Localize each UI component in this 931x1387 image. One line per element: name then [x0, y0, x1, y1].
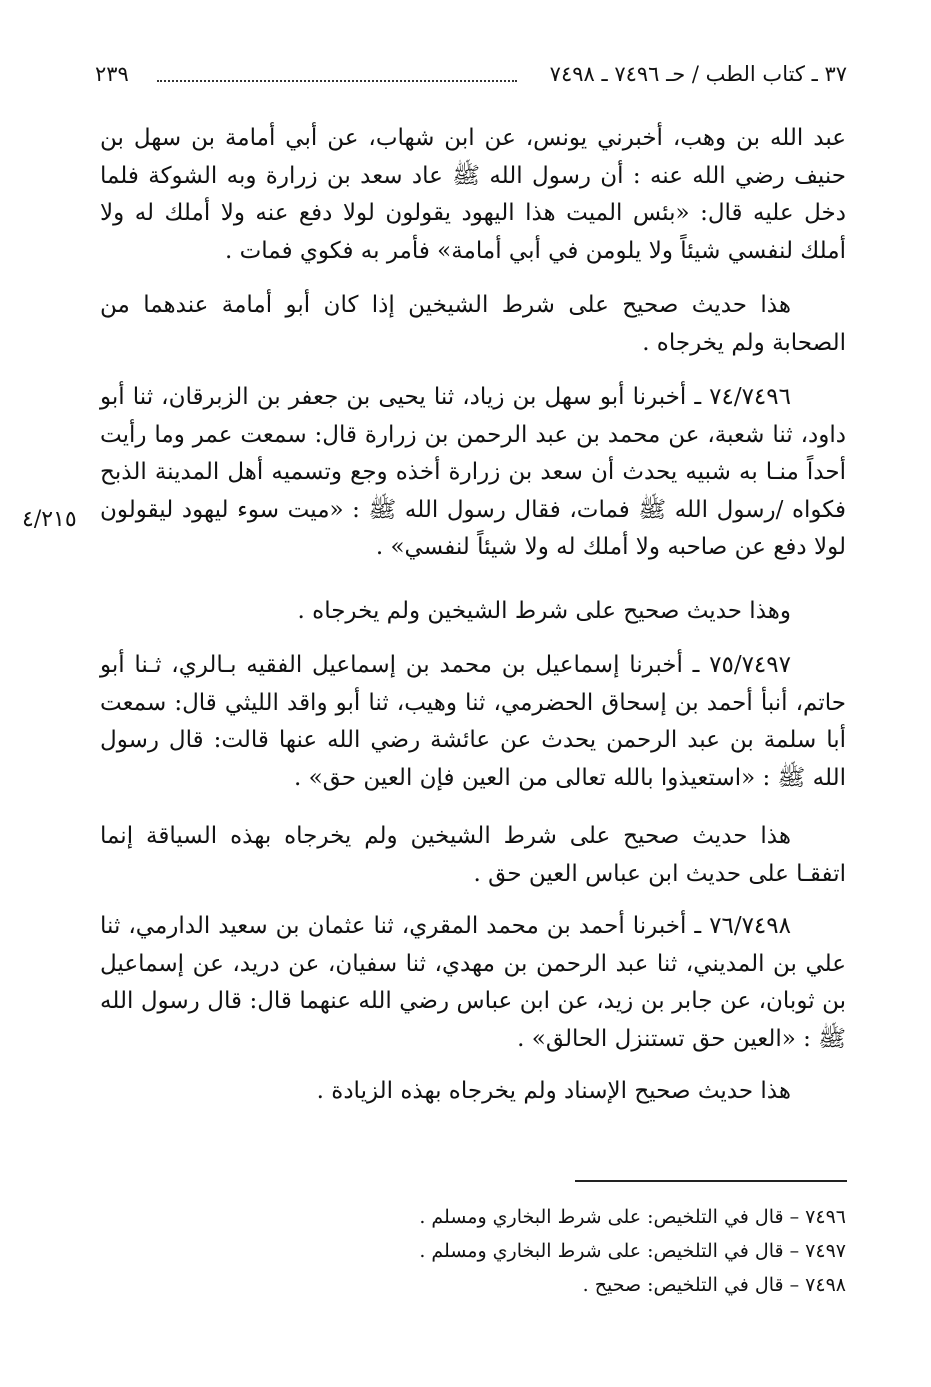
grading-paragraph [100, 1073, 846, 1111]
footnote-divider [575, 1180, 847, 1182]
footnote-item: ٧٤٩٨ – قال في التلخيص: صحيح . [582, 1274, 846, 1296]
page-number: ٢٣٩ [95, 62, 129, 86]
hadith-7497-paragraph [100, 647, 846, 797]
grading-text: هذا حديث صحيح الإسناد ولم يخرجاه بهذه الزيادة . [316, 1078, 791, 1104]
hadith-7498-paragraph [100, 908, 846, 1058]
margin-page-reference: ٤/٢١٥ [22, 507, 77, 532]
grading-text: هذا حديث صحيح على شرط الشيخين إذا كان أبو أمامة عندهما من الصحابة ولم يخرجاه . [100, 292, 846, 356]
chapter-title: ٣٧ ـ كتاب الطب / حـ ٧٤٩٦ ـ ٧٤٩٨ [549, 62, 847, 86]
header-dotted-leader [157, 80, 517, 82]
footnote-item: ٧٤٩٦ – قال في التلخيص: على شرط البخاري ومسلم . [419, 1206, 846, 1228]
grading-text: هذا حديث صحيح على شرط الشيخين ولم يخرجاه بهذه السياقة إنما اتفقـا على حديث ابن عباس العين حق . [100, 823, 846, 887]
hadith-7496-text: ٧٤/٧٤٩٦ ـ أخبرنا أبو سهل بن زياد، ثنا يحيى بن جعفر بن الزبرقان، ثنا أبو داود، ثنا شعبة، عن محمد بن عبد الرحمن بن زرارة قال: سمعت عمر وما رأيت أحداً منـا به شبيه يحدث أن سعد بن زرارة أخذه وجع وتسميه أهل المدينة الذبح فكواه /رسول الله ﷺ فمات، فقال رسول الله ﷺ : «ميت سوء ليهود ليقولون لولا دفع عن صاحبه ولا أملك له ولا شيئاً لنفسي» . [100, 384, 846, 560]
hadith-7498-text: ٧٦/٧٤٩٨ ـ أخبرنا أحمد بن محمد المقري، ثنا عثمان بن سعيد الدارمي، ثنا علي بن المديني، ثنا عبد الرحمن بن مهدي، ثنا سفيان، عن دريد، عن إسماعيل بن ثوبان، عن جابر بن زيد، عن ابن عباس رضي الله عنهما قال: قال رسول الله ﷺ : «العين حق تستنزل الحالق» . [100, 913, 846, 1052]
hadith-7496-paragraph [100, 379, 846, 567]
footnote-item: ٧٤٩٧ – قال في التلخيص: على شرط البخاري ومسلم . [419, 1240, 846, 1262]
grading-text: وهذا حديث صحيح على شرط الشيخين ولم يخرجاه . [297, 598, 791, 624]
grading-paragraph [100, 818, 846, 893]
hadith-7497-text: ٧٥/٧٤٩٧ ـ أخبرنا إسماعيل بن محمد بن إسماعيل الفقيه بـالري، ثـنا أبو حاتم، أنبأ أحمد بن إسحاق الحضرمي، ثنا وهيب، ثنا أبو واقد الليثي قال: سمعت أبا سلمة بن عبد الرحمن يحدث عن عائشة رضي الله عنها قالت: قال رسول الله ﷺ : «استعيذوا بالله تعالى من العين فإن العين حق» . [100, 652, 846, 791]
grading-paragraph [100, 287, 846, 362]
grading-paragraph [100, 593, 846, 631]
hadith-continuation-paragraph: عبد الله بن وهب، أخبرني يونس، عن ابن شهاب، عن أبي أمامة بن سهل بن حنيف رضي الله عنه : أن رسول الله ﷺ عاد سعد بن زرارة وبه الشوكة فلما دخل عليه قال: «بئس الميت هذا اليهود يقولون لولا دفع عنه ولا أملك له ولا أملك لنفسي شيئاً ولا يلومن في أبي أمامة» فأمر به فكوي فمات . [100, 125, 846, 264]
running-header [95, 58, 847, 98]
footnotes [346, 1200, 846, 1302]
